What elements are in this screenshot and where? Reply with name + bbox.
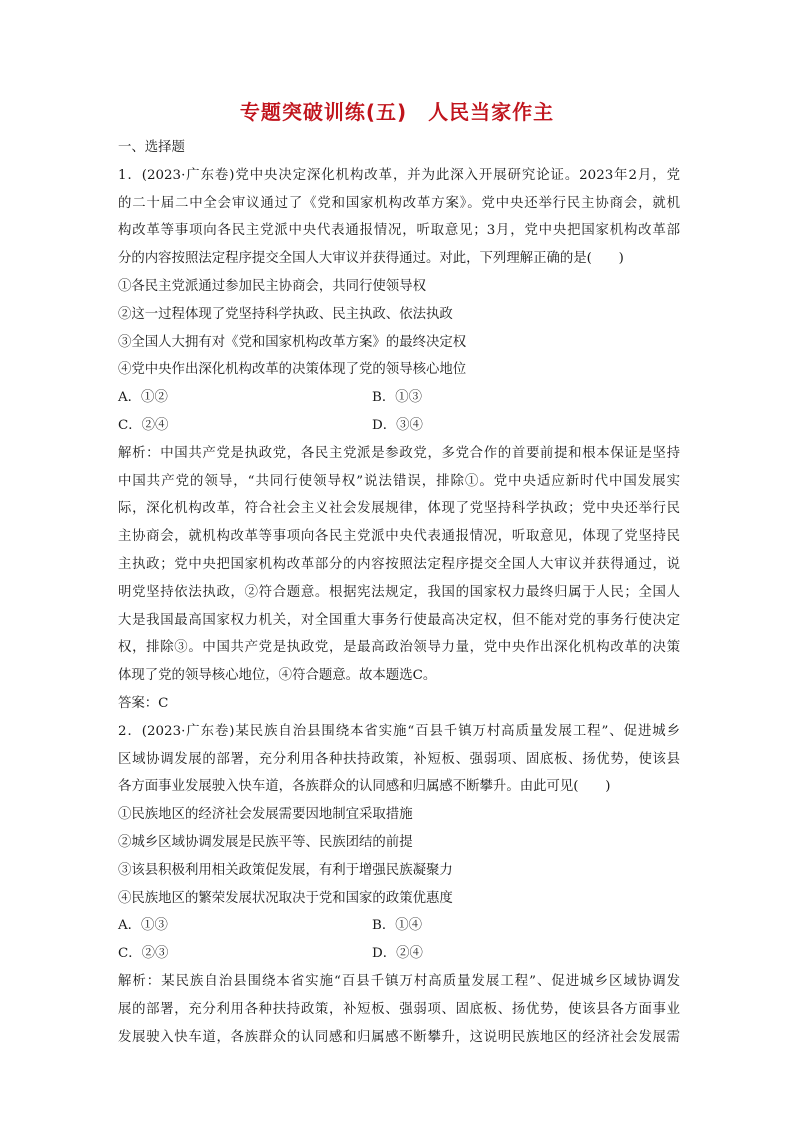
- statement-item: ①各民主党派通过参加民主协商会，共同行使领导权: [118, 278, 426, 294]
- page-title: 专题突破训练(五) 人民当家作主: [239, 100, 555, 124]
- analysis-line: 际，深化机构改革，符合社会主义社会发展规律，体现了党坚持科学执政；党中央还举行民: [118, 501, 680, 517]
- question-stem-line: 2．(2023·广东卷)某民族自治县围绕本省实施“百县千镇万村高质量发展工程”、促进城乡: [118, 723, 680, 739]
- question-stem-line: 区域协调发展的部署，充分利用各种扶持政策，补短板、强弱项、固底板、扬优势，使该县: [118, 751, 680, 767]
- statement-item: ④党中央作出深化机构改革的决策体现了党的领导核心地位: [118, 362, 467, 378]
- question-stem-line: 分的内容按照法定程序提交全国人大审议并获得通过。对此，下列理解正确的是( ): [118, 251, 624, 267]
- option-a: A．①②: [118, 390, 168, 406]
- question-stem-line: 的二十届二中全会审议通过了《党和国家机构改革方案》。党中央还举行民主协商会，就机: [118, 195, 680, 211]
- statement-item: ③该县积极利用相关政策促发展，有利于增强民族凝聚力: [118, 862, 453, 878]
- analysis-line: 解析：某民族自治县围绕本省实施“百县千镇万村高质量发展工程”、促进城乡区域协调发: [118, 973, 680, 989]
- option-c: C．②④: [118, 417, 169, 433]
- option-b: B．①④: [372, 918, 423, 934]
- analysis-line: 展的部署，充分利用各种扶持政策，补短板、强弱项、固底板、扬优势，使该县各方面事业: [118, 1001, 680, 1017]
- analysis-line: 发展驶入快车道，各族群众的认同感和归属感不断攀升，这说明民族地区的经济社会发展需: [118, 1029, 680, 1045]
- question-stem-line: 各方面事业发展驶入快车道，各族群众的认同感和归属感不断攀升。由此可见( ): [118, 779, 611, 795]
- analysis-line: 明党坚持依法执政，②符合题意。根据宪法规定，我国的国家权力最终归属于人民；全国人: [118, 584, 680, 600]
- option-c: C．②③: [118, 946, 169, 962]
- statement-item: ④民族地区的繁荣发展状况取决于党和国家的政策优惠度: [118, 890, 453, 906]
- question-stem-line: 构改革等事项向各民主党派中央代表通报情况，听取意见；3月，党中央把国家机构改革部: [118, 223, 680, 239]
- analysis-line: 体现了党的领导核心地位，④符合题意。故本题选C。: [118, 668, 437, 684]
- analysis-line: 大是我国最高国家权力机关，对全国重大事务行使最高决定权，但不能对党的事务行使决定: [118, 612, 680, 628]
- document-body: [118, 134, 680, 1051]
- option-d: D．②④: [372, 946, 423, 962]
- section-heading: 一、选择题: [118, 140, 185, 155]
- option-d: D．③④: [372, 417, 423, 433]
- analysis-line: 解析：中国共产党是执政党，各民主党派是参政党，多党合作的首要前提和根本保证是坚持: [118, 445, 680, 461]
- answer-options-row: [118, 940, 680, 968]
- option-b: B．①③: [372, 390, 423, 406]
- option-a: A．①③: [118, 918, 168, 934]
- analysis-line: 主协商会，就机构改革等事项向各民主党派中央代表通报情况，听取意见，体现了党坚持民: [118, 529, 680, 545]
- question-stem-line: 1．(2023·广东卷)党中央决定深化机构改革，并为此深入开展研究论证。2023年2月，党: [118, 167, 680, 183]
- answer-options-row: [118, 912, 680, 940]
- statement-item: ③全国人大拥有对《党和国家机构改革方案》的最终决定权: [118, 334, 467, 350]
- answer-line: 答案：C: [118, 695, 169, 711]
- analysis-line: 权，排除③。中国共产党是执政党，是最高政治领导力量，党中央作出深化机构改革的决策: [118, 640, 680, 656]
- answer-options-row: [118, 412, 680, 440]
- statement-item: ②城乡区域协调发展是民族平等、民族团结的前提: [118, 834, 413, 850]
- question-1: [118, 162, 680, 718]
- question-2: [118, 718, 680, 1052]
- analysis-line: 中国共产党的领导，“共同行使领导权”说法错误，排除①。党中央适应新时代中国发展实: [118, 473, 680, 489]
- statement-item: ②这一过程体现了党坚持科学执政、民主执政、依法执政: [118, 306, 453, 322]
- statement-item: ①民族地区的经济社会发展需要因地制宜采取措施: [118, 807, 413, 823]
- analysis-line: 主执政；党中央把国家机构改革部分的内容按照法定程序提交全国人大审议并获得通过，说: [118, 556, 680, 572]
- answer-options-row: [118, 384, 680, 412]
